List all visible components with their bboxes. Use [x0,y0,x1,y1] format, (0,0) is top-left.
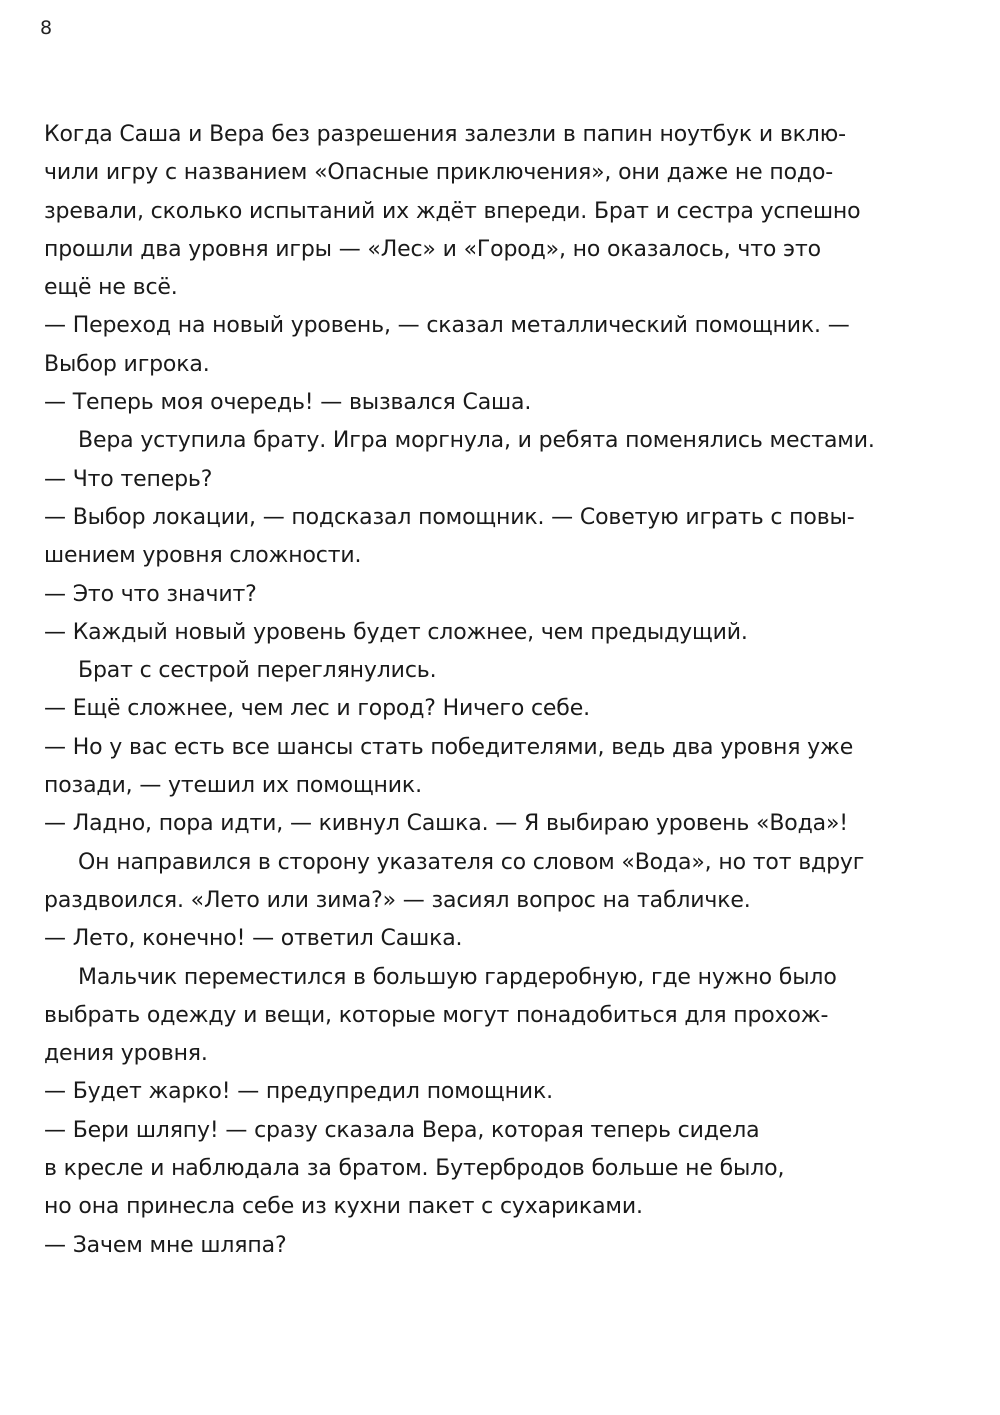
body-text [44,116,924,1265]
text-line: позади, — утешил их помощник. [44,773,422,799]
dialogue-line: — Переход на новый уровень, — сказал металлический помощник. — [44,313,850,339]
dialogue-line: — Будет жарко! — предупредил помощник. [44,1079,553,1105]
text-line: зревали, сколько испытаний их ждёт впереди. Брат и сестра успешно [44,198,861,224]
dialogue-line: — Теперь моя очередь! — вызвался Саша. [44,390,532,416]
text-line: чили игру с названием «Опасные приключения», они даже не подо- [44,160,834,186]
dialogue-line: — Ещё сложнее, чем лес и город? Ничего себе. [44,696,590,722]
text-line: шением уровня сложности. [44,543,362,569]
text-line: прошли два уровня игры — «Лес» и «Город», но оказалось, что это [44,236,821,262]
text-line: ещё не всё. [44,275,178,301]
paragraph-line: Брат с сестрой переглянулись. [78,658,437,684]
dialogue-line: — Ладно, пора идти, — кивнул Сашка. — Я выбираю уровень «Вода»! [44,811,848,837]
page-number: 8 [40,17,53,39]
text-line: Когда Саша и Вера без разрешения залезли в папин ноутбук и вклю- [44,122,846,147]
text-line: раздвоился. «Лето или зима?» — засиял вопрос на табличке. [44,887,751,913]
dialogue-line: — Лето, конечно! — ответил Сашка. [44,926,463,952]
dialogue-line: — Бери шляпу! — сразу сказала Вера, которая теперь сидела [44,1117,760,1143]
text-line: но она принесла себе из кухни пакет с сухариками. [44,1194,643,1220]
dialogue-line: — Что теперь? [44,466,213,492]
text-line: Выбор игрока. [44,351,210,377]
paragraph-line: Он направился в сторону указателя со словом «Вода», но тот вдруг [78,849,865,875]
dialogue-line: — Выбор локации, — подсказал помощник. — Советую играть с повы- [44,504,855,530]
text-line: выбрать одежду и вещи, которые могут понадобиться для прохож- [44,1002,829,1028]
dialogue-line: — Но у вас есть все шансы стать победителями, ведь два уровня уже [44,734,854,760]
dialogue-line: — Это что значит? [44,581,257,607]
text-line: дения уровня. [44,1041,208,1067]
text-line: в кресле и наблюдала за братом. Бутербродов больше не было, [44,1156,785,1182]
dialogue-line: — Каждый новый уровень будет сложнее, чем предыдущий. [44,619,748,645]
paragraph-line: Вера уступила брату. Игра моргнула, и ребята поменялись местами. [78,428,875,454]
dialogue-line: — Зачем мне шляпа? [44,1232,287,1258]
paragraph-line: Мальчик переместился в большую гардеробную, где нужно было [78,964,837,990]
